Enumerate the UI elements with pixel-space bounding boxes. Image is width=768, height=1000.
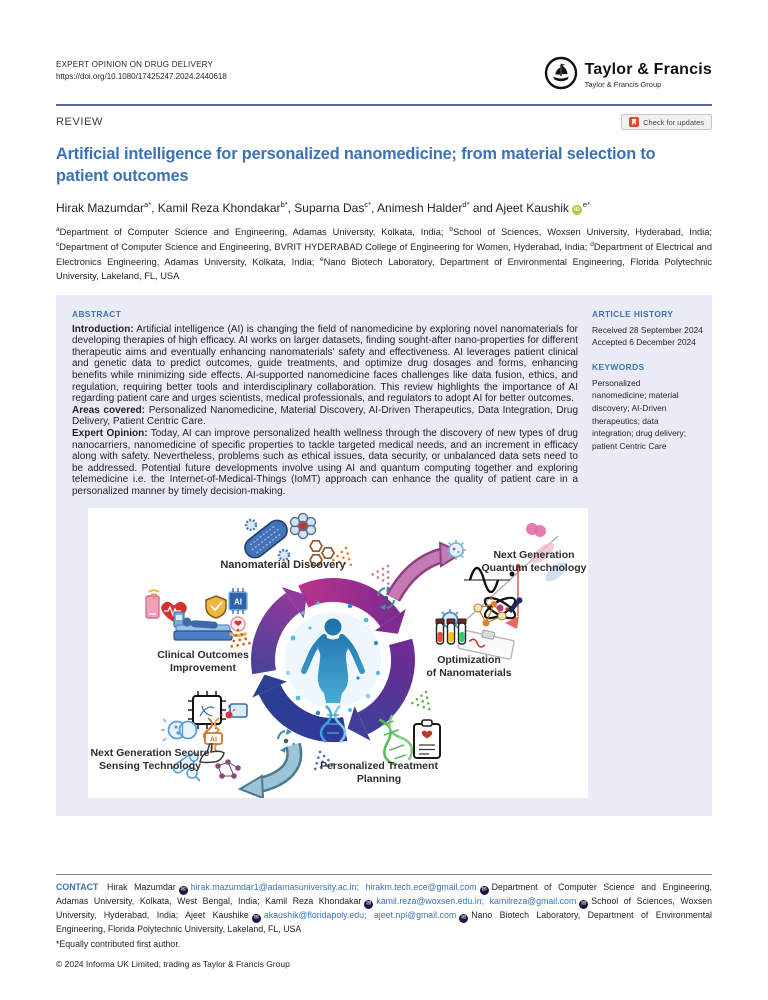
article-type-row: [56, 114, 712, 130]
author-separator: ,: [151, 200, 158, 215]
abstract-section: [72, 428, 578, 498]
graphical-abstract-figure: [88, 508, 588, 798]
figure-label-treatment-2: Planning: [356, 772, 402, 785]
affiliation-superscript: d: [590, 240, 594, 248]
abstract-section-text: Artificial intelligence (AI) is changing the field of nanomedicine by exploring novel nanomaterials for developing therapies of high efficacy. AI works on larger datasets, finding sought-after nano-properties for different therapeutic aims and eventually enhancing nanomaterials’ safety and effectiveness. AI leverages patient clinical and genetic data to predict outcomes, guide treatments, and optimize drug dosages and forms, enhancing benefits while minimizing side effects. AI-supported nanomedicine faces challenges like data fusion, ethics, and regulation, requiring better tools and interdisciplinary collaboration. This review highlights the importance of AI regarding patient care and urges scientists, medical professionals, and regulators to adopt AI for better outcomes.: [72, 323, 578, 405]
affiliation-superscript: c: [56, 240, 60, 248]
journal-meta: [56, 60, 227, 81]
author-superscript: e*: [582, 199, 591, 209]
abstract-panel: [56, 295, 712, 816]
orcid-icon[interactable]: iD: [572, 205, 582, 215]
received-date: Received 28 September 2024: [592, 324, 703, 335]
author-superscript: a*: [144, 199, 152, 209]
page-header: [56, 60, 712, 95]
contact-name: Ajeet Kaushike: [185, 909, 249, 920]
accepted-date: Accepted 6 December 2024: [592, 337, 696, 348]
abstract: [72, 309, 578, 498]
logo-wordmark: [585, 62, 712, 89]
abstract-section-text: Today, AI can improve personalized health wellness through the discovery of new types of drug nanocarriers, nanomedicine of specific properties to tackle targeted medical needs, and an increment in efficacy along with safety. Nevertheless, problems such as ethical issues, data security, or unbalanced data sets need to be addressed. Potential future developments involve using AI and quantum computing together and exploring telemedicine i.e. the Internet-of-Medical-Things (IoMT) approach can enhance the quality of patient care in a personalized manner by timely decision-making.: [72, 428, 578, 497]
article-type-label: REVIEW: [56, 116, 103, 128]
abstract-section-text: Personalized Nanomedicine, Material Discovery, AI-Driven Therapeutics, Data Integration, Drug Delivery, Patient Centric Care.: [72, 404, 578, 428]
footer-divider: [56, 874, 712, 875]
contact-label: CONTACT: [56, 881, 99, 892]
contact-affiliation: School of Sciences, Woxsen University, Hyderabad, India;: [56, 895, 712, 920]
journal-name: EXPERT OPINION ON DRUG DELIVERY: [56, 60, 214, 69]
logo-subtitle: Taylor & Francis Group: [584, 80, 662, 89]
abstract-section: [72, 324, 578, 405]
author-name: Suparna Das: [294, 200, 365, 215]
keywords-heading: KEYWORDS: [592, 361, 645, 372]
contact-email-link[interactable]: hirak.mazumdar1@adamasuniversity.ac.in; hirakm.tech.ece@gmail.com: [190, 881, 477, 892]
affiliation-text: Department of Electrical and Electronics Engineering, Adamas University, Kolkata, India;: [56, 241, 712, 267]
figure-label-nanomaterial: Nanomaterial Discovery: [220, 558, 346, 571]
abstract-heading: ABSTRACT: [72, 308, 122, 319]
author-superscript: b*: [280, 199, 288, 209]
article-meta: [592, 308, 703, 498]
abstract-section-label: Introduction:: [72, 323, 134, 335]
abstract-section-label: Areas covered:: [72, 404, 146, 416]
author-name: Hirak Mazumdar: [56, 200, 145, 215]
figure-label-ai-chip: AI: [234, 597, 242, 607]
email-icon: ✉: [253, 914, 259, 921]
affiliations-paragraph: [56, 225, 712, 284]
contact-name: Hirak Mazumdar: [106, 881, 176, 892]
ship-logo-icon: [544, 56, 578, 95]
author-separator: ,: [287, 200, 295, 215]
keywords-block: [592, 362, 696, 453]
email-icon: ✉: [366, 900, 372, 907]
author-name: Kamil Reza Khondakar: [157, 200, 281, 215]
affiliation-text: School of Sciences, Woxsen University, Hyderabad, India;: [453, 226, 712, 237]
figure-label-sensing-1: Next Generation Secure: [90, 746, 210, 759]
contact-email-link[interactable]: akaushik@floridapoly.edu; ajeet.npl@gmail.com: [263, 909, 457, 920]
taylor-francis-logo: [544, 56, 712, 95]
figure-label-sensing-2: Sensing Technology: [99, 759, 201, 772]
email-icon: ✉: [481, 886, 487, 893]
header-divider: [56, 104, 712, 106]
contact-affiliation: Department of Computer Science and Engineering, Adamas University, Kolkata, West Bengal, India;: [56, 881, 712, 906]
contact-paragraph: [56, 881, 712, 937]
affiliation-superscript: b: [449, 225, 454, 233]
email-icon: ✉: [461, 914, 467, 921]
figure-label-quantum-2: Quantum technology: [481, 561, 587, 574]
contact-email-link[interactable]: kamil.reza@woxsen.edu.in; kamilreza@gmail.com: [376, 895, 577, 906]
figure-label-clinical-2: Improvement: [170, 661, 236, 674]
affiliation-text: Nano Biotech Laboratory, Department of Environmental Engineering, Florida Polytechnic University, Lakeland, FL, USA: [56, 256, 712, 281]
figure-label-quantum-1: Next Generation: [493, 548, 575, 561]
copyright-line: © 2024 Informa UK Limited, trading as Taylor & Francis Group: [56, 959, 290, 970]
article-title: Artificial intelligence for personalized nanomedicine; from material selection to patient outcomes: [56, 145, 656, 186]
check-for-updates-label: Check for updates: [643, 117, 704, 127]
contact-name: Kamil Reza Khondakar: [265, 895, 362, 906]
author-superscript: c*: [364, 199, 372, 209]
footnote: *Equally contributed first author.: [56, 939, 181, 950]
email-icon: ✉: [180, 886, 186, 893]
figure-label-optimization-2: of Nanomaterials: [426, 666, 512, 679]
affiliation-text: Department of Computer Science and Engineering, Adamas University, Kolkata, India;: [59, 226, 450, 237]
author-separator: and: [469, 200, 496, 215]
affiliation-superscript: e: [319, 255, 324, 263]
figure-label-optimization-1: Optimization: [437, 653, 501, 666]
figure-label-ai-chip: AI: [210, 736, 217, 744]
author-name: Ajeet Kaushik: [495, 200, 569, 215]
author-separator: ,: [371, 200, 378, 215]
abstract-section-label: Expert Opinion:: [72, 428, 148, 439]
keywords-text: Personalized nanomedicine; material discovery; AI-Driven therapeutics; data integration; drug delivery; patient Centric Care: [592, 377, 687, 451]
crossmark-icon: [629, 117, 639, 127]
doi-link[interactable]: https://doi.org/10.1080/17425247.2024.2440618: [56, 72, 227, 81]
affiliation-text: Department of Computer Science and Engineering, BVRIT HYDERABAD College of Engineering for Women, Hyderabad, India;: [59, 241, 591, 252]
email-icon: ✉: [581, 900, 587, 907]
figure-label-clinical-1: Clinical Outcomes: [157, 648, 249, 661]
author-name: Animesh Halder: [377, 200, 463, 215]
contact-affiliation: Nano Biotech Laboratory, Department of Environmental Engineering, Florida Polytechnic University, Lakeland, FL, USA: [56, 909, 712, 934]
check-for-updates-button[interactable]: [621, 114, 712, 130]
affiliation-superscript: a: [56, 225, 60, 233]
article-history-heading: ARTICLE HISTORY: [592, 308, 674, 319]
abstract-section: [72, 405, 578, 428]
author-list: [56, 200, 712, 215]
figure-label-treatment-1: Personalized Treatment: [320, 759, 438, 772]
page-footer: [56, 874, 712, 970]
logo-title: Taylor & Francis: [584, 61, 712, 78]
author-superscript: d*: [462, 199, 470, 209]
